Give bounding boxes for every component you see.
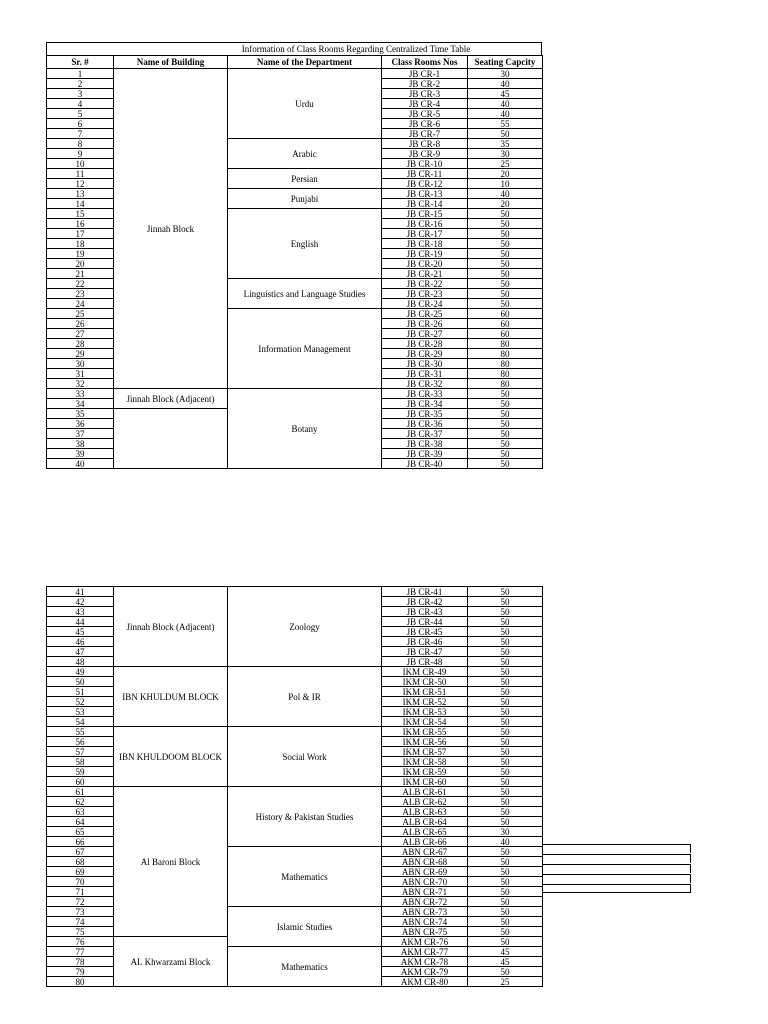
serial-number-cell: 80 xyxy=(47,977,114,987)
serial-number-cell: 60 xyxy=(47,777,114,787)
serial-number-cell: 57 xyxy=(47,747,114,757)
seating-capacity-cell: 50 xyxy=(468,707,543,717)
grid-line xyxy=(542,844,691,853)
class-room-cell: JB CR-22 xyxy=(382,279,468,289)
class-room-cell: JB CR-8 xyxy=(382,139,468,149)
serial-number-cell: 41 xyxy=(47,587,114,597)
class-room-cell: JB CR-47 xyxy=(382,647,468,657)
seating-capacity-cell: 50 xyxy=(468,449,543,459)
class-room-cell: JB CR-30 xyxy=(382,359,468,369)
class-room-cell: IKM CR-56 xyxy=(382,737,468,747)
department-name-cell: Persian xyxy=(228,169,382,189)
seating-capacity-cell: 50 xyxy=(468,767,543,777)
seating-capacity-cell: 60 xyxy=(468,309,543,319)
class-room-cell: JB CR-6 xyxy=(382,119,468,129)
rooms-table xyxy=(46,586,543,987)
class-room-cell: JB CR-48 xyxy=(382,657,468,667)
department-name-cell: Information Management xyxy=(228,309,382,389)
serial-number-cell: 9 xyxy=(47,149,114,159)
table-row xyxy=(47,787,543,797)
serial-number-cell: 1 xyxy=(47,69,114,79)
class-room-cell: ABN CR-70 xyxy=(382,877,468,887)
sheet-title xyxy=(46,42,542,55)
seating-capacity-cell: 50 xyxy=(468,627,543,637)
seating-capacity-cell: 50 xyxy=(468,677,543,687)
header-building: Name of Building xyxy=(114,56,228,69)
class-room-cell: JB CR-39 xyxy=(382,449,468,459)
serial-number-cell: 31 xyxy=(47,369,114,379)
class-room-cell: ALB CR-63 xyxy=(382,807,468,817)
serial-number-cell: 37 xyxy=(47,429,114,439)
seating-capacity-cell: 45 xyxy=(468,957,543,967)
building-name-cell: Jinnah Block xyxy=(114,69,228,389)
seating-capacity-cell: 50 xyxy=(468,429,543,439)
serial-number-cell: 17 xyxy=(47,229,114,239)
seating-capacity-cell: 50 xyxy=(468,917,543,927)
class-room-cell: ABN CR-74 xyxy=(382,917,468,927)
serial-number-cell: 56 xyxy=(47,737,114,747)
class-room-cell: IKM CR-57 xyxy=(382,747,468,757)
building-name-cell: AL Khwarzami Block xyxy=(114,937,228,987)
seating-capacity-cell: 20 xyxy=(468,199,543,209)
class-room-cell: JB CR-7 xyxy=(382,129,468,139)
serial-number-cell: 47 xyxy=(47,647,114,657)
class-room-cell: JB CR-10 xyxy=(382,159,468,169)
grid-line xyxy=(542,874,691,883)
department-name-cell: Mathematics xyxy=(228,847,382,907)
rooms-table xyxy=(46,55,543,469)
class-room-cell: JB CR-46 xyxy=(382,637,468,647)
seating-capacity-cell: 50 xyxy=(468,787,543,797)
sheet-title-text: Information of Class Rooms Regarding Centralized Time Table xyxy=(241,44,471,54)
serial-number-cell: 53 xyxy=(47,707,114,717)
class-room-cell: JB CR-42 xyxy=(382,597,468,607)
serial-number-cell: 14 xyxy=(47,199,114,209)
seating-capacity-cell: 50 xyxy=(468,907,543,917)
seating-capacity-cell: 30 xyxy=(468,149,543,159)
class-room-cell: JB CR-1 xyxy=(382,69,468,79)
serial-number-cell: 43 xyxy=(47,607,114,617)
serial-number-cell: 29 xyxy=(47,349,114,359)
seating-capacity-cell: 50 xyxy=(468,867,543,877)
header-sr: Sr. # xyxy=(47,56,114,69)
seating-capacity-cell: 50 xyxy=(468,617,543,627)
table-row xyxy=(47,727,543,737)
seating-capacity-cell: 45 xyxy=(468,89,543,99)
seating-capacity-cell: 35 xyxy=(468,139,543,149)
class-room-cell: JB CR-13 xyxy=(382,189,468,199)
serial-number-cell: 62 xyxy=(47,797,114,807)
serial-number-cell: 25 xyxy=(47,309,114,319)
serial-number-cell: 13 xyxy=(47,189,114,199)
class-room-cell: JB CR-14 xyxy=(382,199,468,209)
department-name-cell: Social Work xyxy=(228,727,382,787)
class-room-cell: ALB CR-61 xyxy=(382,787,468,797)
seating-capacity-cell: 50 xyxy=(468,887,543,897)
seating-capacity-cell: 50 xyxy=(468,937,543,947)
seating-capacity-cell: 30 xyxy=(468,827,543,837)
seating-capacity-cell: 50 xyxy=(468,389,543,399)
seating-capacity-cell: 30 xyxy=(468,69,543,79)
department-name-cell: Zoology xyxy=(228,587,382,667)
class-room-cell: IKM CR-58 xyxy=(382,757,468,767)
seating-capacity-cell: 50 xyxy=(468,607,543,617)
serial-number-cell: 44 xyxy=(47,617,114,627)
seating-capacity-cell: 50 xyxy=(468,897,543,907)
serial-number-cell: 45 xyxy=(47,627,114,637)
seating-capacity-cell: 25 xyxy=(468,159,543,169)
serial-number-cell: 20 xyxy=(47,259,114,269)
serial-number-cell: 39 xyxy=(47,449,114,459)
building-name-cell: IBN KHULDUM BLOCK xyxy=(114,667,228,727)
seating-capacity-cell: 80 xyxy=(468,359,543,369)
serial-number-cell: 24 xyxy=(47,299,114,309)
seating-capacity-cell: 40 xyxy=(468,99,543,109)
seating-capacity-cell: 80 xyxy=(468,349,543,359)
class-room-cell: JB CR-34 xyxy=(382,399,468,409)
serial-number-cell: 42 xyxy=(47,597,114,607)
seating-capacity-cell: 50 xyxy=(468,587,543,597)
serial-number-cell: 79 xyxy=(47,967,114,977)
seating-capacity-cell: 50 xyxy=(468,279,543,289)
class-room-cell: JB CR-41 xyxy=(382,587,468,597)
seating-capacity-cell: 20 xyxy=(468,169,543,179)
seating-capacity-cell: 50 xyxy=(468,747,543,757)
class-room-cell: ABN CR-71 xyxy=(382,887,468,897)
serial-number-cell: 75 xyxy=(47,927,114,937)
seating-capacity-cell: 50 xyxy=(468,697,543,707)
serial-number-cell: 72 xyxy=(47,897,114,907)
serial-number-cell: 55 xyxy=(47,727,114,737)
class-room-cell: JB CR-31 xyxy=(382,369,468,379)
seating-capacity-cell: 50 xyxy=(468,737,543,747)
class-room-cell: ALB CR-62 xyxy=(382,797,468,807)
seating-capacity-cell: 50 xyxy=(468,209,543,219)
class-room-cell: JB CR-4 xyxy=(382,99,468,109)
class-room-cell: JB CR-28 xyxy=(382,339,468,349)
class-rooms-table-2 xyxy=(46,586,542,987)
department-name-cell: Botany xyxy=(228,389,382,469)
class-room-cell: JB CR-29 xyxy=(382,349,468,359)
grid-line xyxy=(542,854,691,863)
seating-capacity-cell: 50 xyxy=(468,259,543,269)
seating-capacity-cell: 50 xyxy=(468,647,543,657)
grid-line xyxy=(542,884,691,893)
serial-number-cell: 8 xyxy=(47,139,114,149)
table-row xyxy=(47,389,543,399)
class-room-cell: ABN CR-67 xyxy=(382,847,468,857)
class-room-cell: ABN CR-75 xyxy=(382,927,468,937)
class-room-cell: JB CR-25 xyxy=(382,309,468,319)
seating-capacity-cell: 40 xyxy=(468,837,543,847)
class-room-cell: JB CR-19 xyxy=(382,249,468,259)
serial-number-cell: 50 xyxy=(47,677,114,687)
class-room-cell: ABN CR-72 xyxy=(382,897,468,907)
department-name-cell: Islamic Studies xyxy=(228,907,382,947)
class-room-cell: JB CR-37 xyxy=(382,429,468,439)
seating-capacity-cell: 80 xyxy=(468,379,543,389)
department-name-cell: Pol & IR xyxy=(228,667,382,727)
serial-number-cell: 49 xyxy=(47,667,114,677)
serial-number-cell: 77 xyxy=(47,947,114,957)
seating-capacity-cell: 10 xyxy=(468,179,543,189)
seating-capacity-cell: 50 xyxy=(468,967,543,977)
serial-number-cell: 74 xyxy=(47,917,114,927)
seating-capacity-cell: 50 xyxy=(468,857,543,867)
class-room-cell: AKM CR-80 xyxy=(382,977,468,987)
class-room-cell: ABN CR-69 xyxy=(382,867,468,877)
class-room-cell: JB CR-26 xyxy=(382,319,468,329)
serial-number-cell: 38 xyxy=(47,439,114,449)
class-room-cell: JB CR-35 xyxy=(382,409,468,419)
class-room-cell: AKM CR-79 xyxy=(382,967,468,977)
seating-capacity-cell: 50 xyxy=(468,229,543,239)
seating-capacity-cell: 50 xyxy=(468,269,543,279)
class-room-cell: AKM CR-78 xyxy=(382,957,468,967)
serial-number-cell: 69 xyxy=(47,867,114,877)
building-name-cell: Jinnah Block (Adjacent) xyxy=(114,587,228,667)
seating-capacity-cell: 50 xyxy=(468,129,543,139)
serial-number-cell: 28 xyxy=(47,339,114,349)
serial-number-cell: 34 xyxy=(47,399,114,409)
serial-number-cell: 54 xyxy=(47,717,114,727)
serial-number-cell: 59 xyxy=(47,767,114,777)
seating-capacity-cell: 50 xyxy=(468,219,543,229)
seating-capacity-cell: 50 xyxy=(468,797,543,807)
serial-number-cell: 61 xyxy=(47,787,114,797)
serial-number-cell: 10 xyxy=(47,159,114,169)
class-room-cell: JB CR-12 xyxy=(382,179,468,189)
class-room-cell: JB CR-20 xyxy=(382,259,468,269)
serial-number-cell: 76 xyxy=(47,937,114,947)
department-name-cell: English xyxy=(228,209,382,279)
class-room-cell: IKM CR-59 xyxy=(382,767,468,777)
serial-number-cell: 68 xyxy=(47,857,114,867)
serial-number-cell: 36 xyxy=(47,419,114,429)
seating-capacity-cell: 50 xyxy=(468,249,543,259)
class-room-cell: ALB CR-65 xyxy=(382,827,468,837)
class-room-cell: JB CR-44 xyxy=(382,617,468,627)
seating-capacity-cell: 50 xyxy=(468,637,543,647)
serial-number-cell: 58 xyxy=(47,757,114,767)
serial-number-cell: 11 xyxy=(47,169,114,179)
serial-number-cell: 16 xyxy=(47,219,114,229)
class-room-cell: JB CR-40 xyxy=(382,459,468,469)
class-room-cell: JB CR-9 xyxy=(382,149,468,159)
seating-capacity-cell: 50 xyxy=(468,687,543,697)
serial-number-cell: 27 xyxy=(47,329,114,339)
class-room-cell: ALB CR-64 xyxy=(382,817,468,827)
grid-line xyxy=(542,864,691,873)
seating-capacity-cell: 50 xyxy=(468,597,543,607)
seating-capacity-cell: 50 xyxy=(468,657,543,667)
class-room-cell: IKM CR-51 xyxy=(382,687,468,697)
table-row xyxy=(47,587,543,597)
seating-capacity-cell: 40 xyxy=(468,109,543,119)
department-name-cell: History & Pakistan Studies xyxy=(228,787,382,847)
class-room-cell: JB CR-45 xyxy=(382,627,468,637)
class-rooms-table-1 xyxy=(46,42,542,469)
table-row xyxy=(47,69,543,79)
department-name-cell: Linguistics and Language Studies xyxy=(228,279,382,309)
class-room-cell: JB CR-21 xyxy=(382,269,468,279)
serial-number-cell: 6 xyxy=(47,119,114,129)
class-room-cell: JB CR-43 xyxy=(382,607,468,617)
seating-capacity-cell: 50 xyxy=(468,847,543,857)
serial-number-cell: 35 xyxy=(47,409,114,419)
serial-number-cell: 63 xyxy=(47,807,114,817)
serial-number-cell: 2 xyxy=(47,79,114,89)
class-room-cell: IKM CR-60 xyxy=(382,777,468,787)
serial-number-cell: 65 xyxy=(47,827,114,837)
class-room-cell: JB CR-24 xyxy=(382,299,468,309)
class-room-cell: JB CR-2 xyxy=(382,79,468,89)
serial-number-cell: 48 xyxy=(47,657,114,667)
class-room-cell: JB CR-38 xyxy=(382,439,468,449)
serial-number-cell: 19 xyxy=(47,249,114,259)
serial-number-cell: 18 xyxy=(47,239,114,249)
class-room-cell: JB CR-36 xyxy=(382,419,468,429)
class-room-cell: JB CR-33 xyxy=(382,389,468,399)
class-room-cell: IKM CR-55 xyxy=(382,727,468,737)
serial-number-cell: 12 xyxy=(47,179,114,189)
header-department: Name of the Department xyxy=(228,56,382,69)
seating-capacity-cell: 40 xyxy=(468,79,543,89)
building-name-cell: IBN KHULDOOM BLOCK xyxy=(114,727,228,787)
class-room-cell: IKM CR-50 xyxy=(382,677,468,687)
seating-capacity-cell: 80 xyxy=(468,369,543,379)
table-row xyxy=(47,667,543,677)
class-room-cell: JB CR-16 xyxy=(382,219,468,229)
serial-number-cell: 46 xyxy=(47,637,114,647)
seating-capacity-cell: 25 xyxy=(468,977,543,987)
class-room-cell: ABN CR-68 xyxy=(382,857,468,867)
seating-capacity-cell: 50 xyxy=(468,399,543,409)
class-room-cell: JB CR-27 xyxy=(382,329,468,339)
seating-capacity-cell: 80 xyxy=(468,339,543,349)
class-room-cell: JB CR-15 xyxy=(382,209,468,219)
serial-number-cell: 66 xyxy=(47,837,114,847)
header-class-rooms: Class Rooms Nos xyxy=(382,56,468,69)
class-room-cell: ABN CR-73 xyxy=(382,907,468,917)
serial-number-cell: 73 xyxy=(47,907,114,917)
class-room-cell: ALB CR-66 xyxy=(382,837,468,847)
class-room-cell: IKM CR-49 xyxy=(382,667,468,677)
seating-capacity-cell: 50 xyxy=(468,409,543,419)
serial-number-cell: 71 xyxy=(47,887,114,897)
serial-number-cell: 78 xyxy=(47,957,114,967)
class-room-cell: AKM CR-77 xyxy=(382,947,468,957)
seating-capacity-cell: 60 xyxy=(468,319,543,329)
class-room-cell: IKM CR-52 xyxy=(382,697,468,707)
seating-capacity-cell: 55 xyxy=(468,119,543,129)
seating-capacity-cell: 50 xyxy=(468,727,543,737)
serial-number-cell: 4 xyxy=(47,99,114,109)
serial-number-cell: 22 xyxy=(47,279,114,289)
serial-number-cell: 30 xyxy=(47,359,114,369)
class-room-cell: IKM CR-54 xyxy=(382,717,468,727)
seating-capacity-cell: 50 xyxy=(468,239,543,249)
seating-capacity-cell: 50 xyxy=(468,289,543,299)
serial-number-cell: 51 xyxy=(47,687,114,697)
serial-number-cell: 70 xyxy=(47,877,114,887)
seating-capacity-cell: 50 xyxy=(468,419,543,429)
serial-number-cell: 26 xyxy=(47,319,114,329)
department-name-cell: Punjabi xyxy=(228,189,382,209)
building-name-cell: Al Baroni Block xyxy=(114,787,228,937)
seating-capacity-cell: 50 xyxy=(468,299,543,309)
class-room-cell: JB CR-23 xyxy=(382,289,468,299)
serial-number-cell: 7 xyxy=(47,129,114,139)
serial-number-cell: 64 xyxy=(47,817,114,827)
seating-capacity-cell: 50 xyxy=(468,817,543,827)
header-seating: Seating Capcity xyxy=(468,56,543,69)
class-room-cell: JB CR-32 xyxy=(382,379,468,389)
serial-number-cell: 23 xyxy=(47,289,114,299)
class-room-cell: JB CR-18 xyxy=(382,239,468,249)
seating-capacity-cell: 50 xyxy=(468,439,543,449)
department-name-cell: Urdu xyxy=(228,69,382,139)
building-name-cell xyxy=(114,409,228,469)
seating-capacity-cell: 50 xyxy=(468,807,543,817)
seating-capacity-cell: 45 xyxy=(468,947,543,957)
seating-capacity-cell: 50 xyxy=(468,777,543,787)
serial-number-cell: 32 xyxy=(47,379,114,389)
serial-number-cell: 5 xyxy=(47,109,114,119)
serial-number-cell: 33 xyxy=(47,389,114,399)
serial-number-cell: 40 xyxy=(47,459,114,469)
seating-capacity-cell: 40 xyxy=(468,189,543,199)
seating-capacity-cell: 50 xyxy=(468,927,543,937)
department-name-cell: Mathematics xyxy=(228,947,382,987)
serial-number-cell: 52 xyxy=(47,697,114,707)
seating-capacity-cell: 50 xyxy=(468,459,543,469)
building-name-cell: Jinnah Block (Adjacent) xyxy=(114,389,228,409)
serial-number-cell: 3 xyxy=(47,89,114,99)
class-room-cell: AKM CR-76 xyxy=(382,937,468,947)
seating-capacity-cell: 50 xyxy=(468,757,543,767)
seating-capacity-cell: 50 xyxy=(468,667,543,677)
seating-capacity-cell: 50 xyxy=(468,877,543,887)
class-room-cell: IKM CR-53 xyxy=(382,707,468,717)
class-room-cell: JB CR-17 xyxy=(382,229,468,239)
class-room-cell: JB CR-5 xyxy=(382,109,468,119)
serial-number-cell: 67 xyxy=(47,847,114,857)
seating-capacity-cell: 60 xyxy=(468,329,543,339)
serial-number-cell: 15 xyxy=(47,209,114,219)
class-room-cell: JB CR-11 xyxy=(382,169,468,179)
seating-capacity-cell: 50 xyxy=(468,717,543,727)
serial-number-cell: 21 xyxy=(47,269,114,279)
department-name-cell: Arabic xyxy=(228,139,382,169)
class-room-cell: JB CR-3 xyxy=(382,89,468,99)
